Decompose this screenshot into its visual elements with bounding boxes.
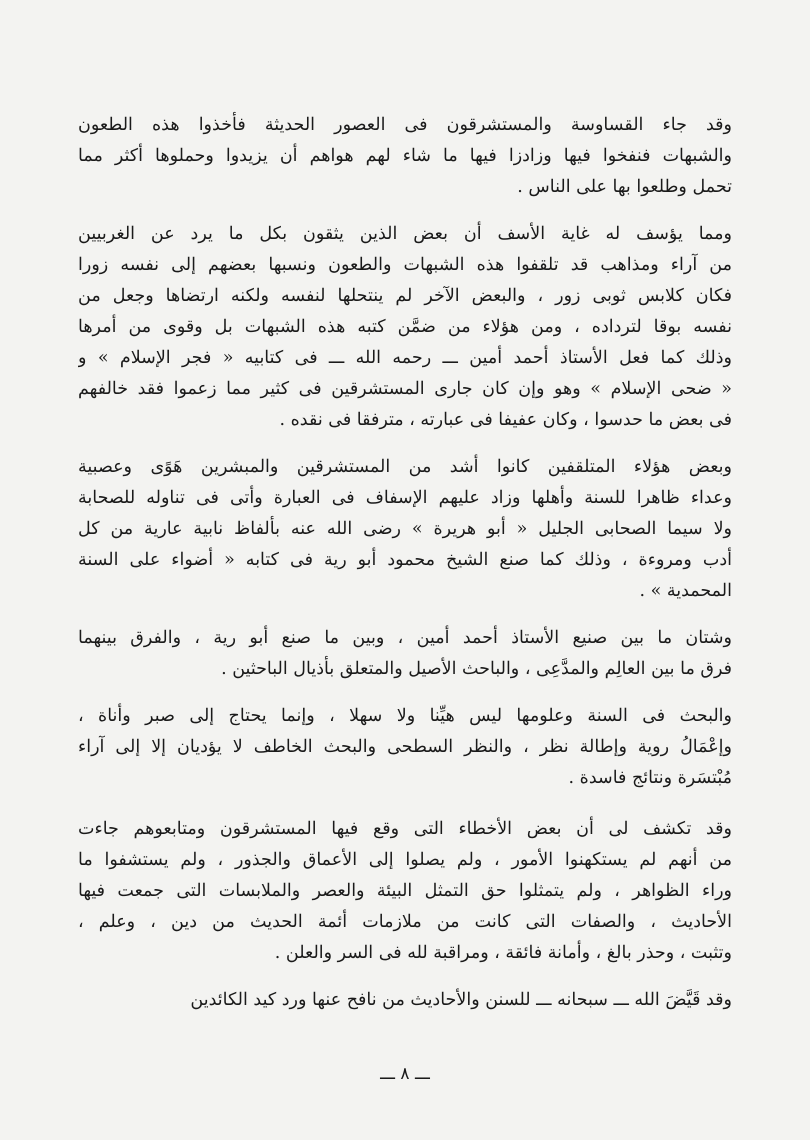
text-line: وبعض هؤلاء المتلقفين كانوا أشد من المستشرقين والمبشرين هَوًى وعصبية xyxy=(78,457,732,477)
page-number: ـــ ٨ ـــ xyxy=(380,1064,430,1084)
text-line: وعداء ظاهرا للسنة وأهلها وزاد عليهم الإسفاف فى العبارة وأتى فى تناوله للصحابة xyxy=(78,488,732,508)
text-line: مُبْتسَرة ونتائج فاسدة . xyxy=(568,768,732,788)
text-line: وقد قَيَّضَ الله ـــ سبحانه ـــ للسنن والأحاديث من نافح عنها ورد كيد الكائدين xyxy=(190,990,732,1010)
text-line: من آراء ومذاهب قد تلقفوا هذه الشبهات والطعون ونسبها بعضهم إلى نفسه زورا xyxy=(78,255,732,275)
paragraph xyxy=(78,623,732,685)
paragraph xyxy=(78,219,732,436)
text-line: فرق ما بين العالِم والمدَّعِى ، والباحث الأصيل والمتعلق بأذيال الباحثين . xyxy=(221,659,732,679)
page-body xyxy=(78,110,732,1029)
text-line: وتثبت ، وحذر بالغ ، وأمانة فائقة ، ومراقبة لله فى السر والعلن . xyxy=(274,943,732,963)
text-line: والشبهات فنفخوا فيها وزادزا فيها ما شاء لهم هواهم أن يزيدوا وحملوها أكثر مما xyxy=(78,146,732,166)
paragraph xyxy=(78,452,732,607)
text-line: فكان كلابس ثوبى زور ، والبعض الآخر لم ينتحلها لنفسه ولكنه ارتضاها وجعل من xyxy=(78,286,732,306)
text-line: الأحاديث ، والصفات التى كانت من ملازمات أئمة الحديث من دين ، وعلم ، xyxy=(78,912,732,932)
text-line: وراء الظواهر ، ولم يتمثلوا حق التمثل البيئة والعصر والملابسات التى جمعت فيها xyxy=(78,881,732,901)
text-line: من أنهم لم يستكهنوا الأمور ، ولم يصلوا إلى الأعماق والجذور ، ولم يستشفوا ما xyxy=(78,850,732,870)
text-line: أدب ومروءة ، وذلك كما صنع الشيخ محمود أبو رية فى كتابه « أضواء على السنة xyxy=(78,550,732,570)
text-line: ومما يؤسف له غاية الأسف أن بعض الذين يثقون بكل ما يرد عن الغربيين xyxy=(78,224,732,244)
text-line: ولا سيما الصحابى الجليل « أبو هريرة » رضى الله عنه بألفاظ نابية عارية من كل xyxy=(78,519,732,539)
text-line: فى بعض ما حدسوا ، وكان عفيفا فى عبارته ، مترفقا فى نقده . xyxy=(279,410,732,430)
paragraph xyxy=(78,701,732,794)
text-line: تحمل وطلعوا بها على الناس . xyxy=(517,177,732,197)
text-line: وذلك كما فعل الأستاذ أحمد أمين ـــ رحمه الله ـــ فى كتابيه « فجر الإسلام » و xyxy=(78,348,732,368)
text-line: « ضحى الإسلام » وهو وإن كان جارى المستشرقين فى كثير مما زعموا فقد خالفهم xyxy=(78,379,732,399)
paragraph xyxy=(78,814,732,969)
text-line: وقد تكشف لى أن بعض الأخطاء التى وقع فيها المستشرقون ومتابعوهم جاءت xyxy=(78,819,732,839)
paragraph xyxy=(78,110,732,203)
text-line: وقد جاء القساوسة والمستشرقون فى العصور الحديثة فأخذوا هذه الطعون xyxy=(78,115,732,135)
text-line: نفسه بوقا لترداده ، ومن هؤلاء من ضمَّن كتبه هذه الشبهات بل وقوى من أمرها xyxy=(78,317,732,337)
text-line: والبحث فى السنة وعلومها ليس هيِّنا ولا سهلا ، وإنما يحتاج إلى صبر وأناة ، xyxy=(78,706,732,726)
paragraph xyxy=(78,985,732,1016)
text-line: وشتان ما بين صنيع الأستاذ أحمد أمين ، وبين ما صنع أبو رية ، والفرق بينهما xyxy=(78,628,732,648)
text-line: المحمدية » . xyxy=(639,581,732,601)
text-line: وإعْمَالُ روية وإطالة نظر ، والنظر السطحى والبحث الخاطف لا يؤديان إلا إلى آراء xyxy=(78,737,732,757)
